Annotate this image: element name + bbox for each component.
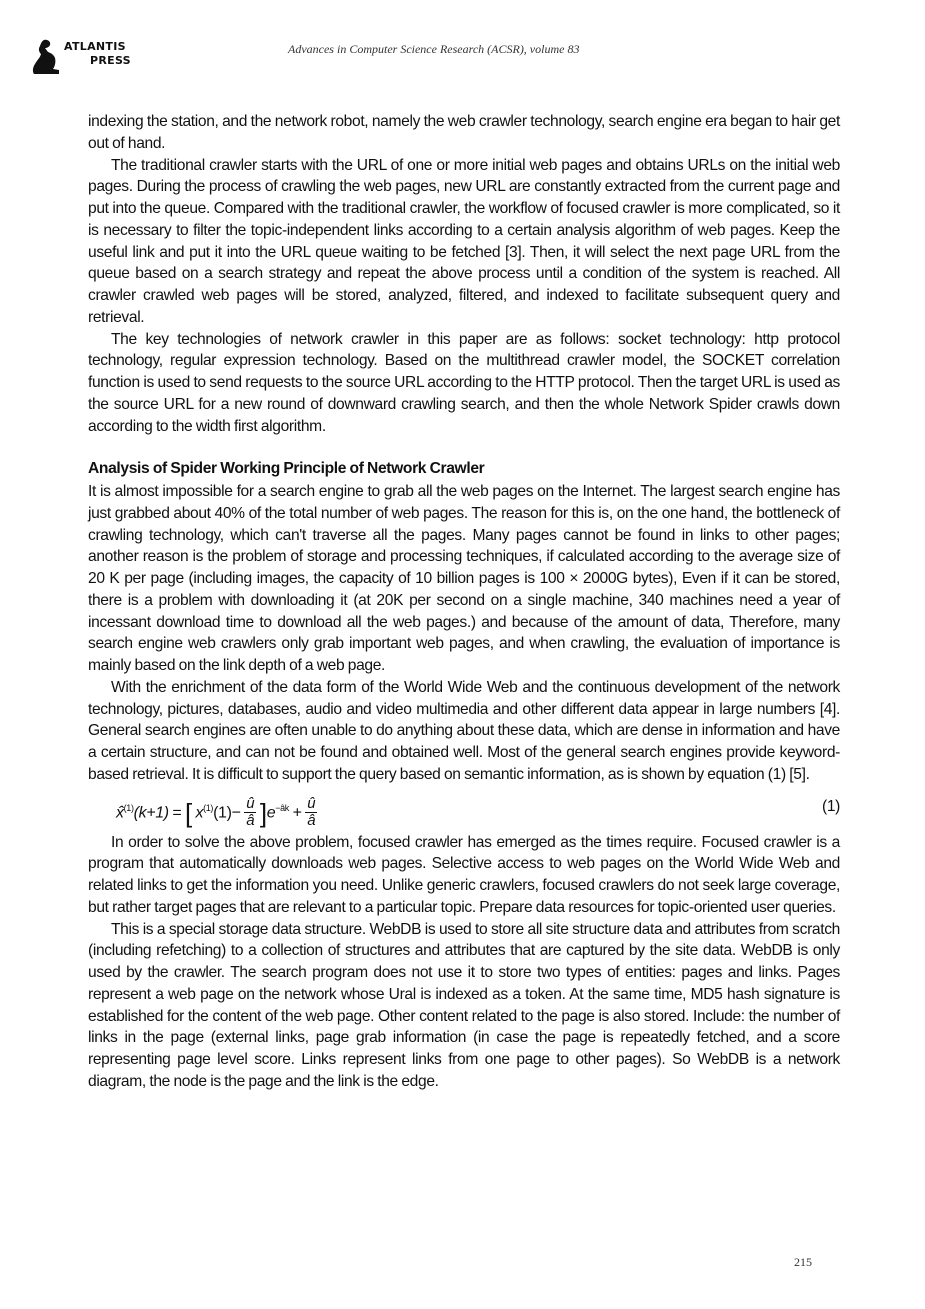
eq-denominator: â bbox=[307, 812, 316, 830]
paragraph: indexing the station, and the network robot, namely the web crawler technology, search engine era began to hair get out of hand. bbox=[88, 113, 840, 152]
equation-formula bbox=[116, 788, 317, 833]
eq-exponent: −âk bbox=[275, 802, 289, 813]
journal-header: Advances in Computer Science Research (ACSR), volume 83 bbox=[288, 42, 580, 56]
atlantis-press-logo bbox=[30, 38, 130, 74]
paragraph: The traditional crawler starts with the URL of one or more initial web pages and obtains URLs on the initial web pages. During the process of crawling the web pages, new URL are constantly extracted from the current page and put into the queue. Compared with the traditional crawler, the workflow of focused crawler is more complicated, so it is necessary to filter the topic-independent links according to a certain analysis algorithm of web pages. Keep the useful link and put it into the URL queue waiting to be fetched [3]. Then, it will select the next page URL from the queue based on a search strategy and repeat the above process until a condition of the system is reached. All crawler crawled web pages will be stored, analyzed, filtered, and indexed to facilitate subsequent query and retrieval. bbox=[88, 156, 840, 326]
eq-fraction bbox=[305, 796, 317, 829]
eq-x-arg: (1) bbox=[213, 803, 232, 821]
eq-bracket-open: [ bbox=[184, 797, 192, 828]
eq-numerator: û bbox=[307, 795, 316, 813]
paragraph: With the enrichment of the data form of the World Wide Web and the continuous development of the network technology, pictures, databases, audio and video multimedia and other different data appear in large numbers [4]. General search engines are often unable to do anything about these data, which are dense in information and have a certain structure, and can not be found and obtained well. Most of the general search engines provide keyword-based retrieval. It is difficult to support the query based on semantic information, as is shown by equation (1) [5]. bbox=[88, 678, 840, 783]
logo-text-atlantis: ATLANTIS bbox=[64, 40, 126, 53]
paragraph: In order to solve the above problem, focused crawler has emerged as the times require. Focused crawler is a program that automatically downloads web pages. Selective access to web pages on the World Wide Web and related links to get the information you need. Unlike generic crawlers, focused crawlers do not seek large coverage, but rather target pages that are relevant to a particular topic. Prepare data resources for topic-oriented user queries. bbox=[88, 833, 840, 916]
eq-bracket-close: ] bbox=[259, 797, 267, 828]
page-body bbox=[88, 111, 840, 1093]
eq-fraction bbox=[244, 796, 256, 829]
eq-e: e bbox=[266, 803, 276, 821]
eq-sup: (1) bbox=[123, 802, 134, 813]
thinker-logo-icon bbox=[30, 38, 64, 74]
eq-sup: (1) bbox=[203, 802, 214, 813]
eq-minus: − bbox=[231, 803, 241, 821]
section-heading: Analysis of Spider Working Principle of Network Crawler bbox=[88, 460, 485, 478]
paragraph: The key technologies of network crawler in this paper are as follows: socket technology: http protocol technology, regular expression technology. Based on the multithread crawler model, the SOCKET correlation function is used to send requests to the source URL according to the HTTP protocol. Then the target URL is used as the source URL for a new round of downward crawling search, and then the whole Network Spider crawls down according to the width first algorithm. bbox=[88, 330, 840, 435]
equation-number: (1) bbox=[821, 797, 840, 815]
eq-x: x bbox=[195, 803, 204, 821]
paragraph: This is a special storage data structure. WebDB is used to store all site structure data and attributes from scratch (including refetching) to a collection of structures and attributes that are captured by the site data. WebDB is only used by the crawler. The search program does not use it to store two types of entities: pages and links. Pages represent a web page on the network whose Ural is indexed as a token. At the same time, MD5 hash signature is established for the content of the web page. Other content related to the page is also stored. Include: the number of links in the page (external links, page grab information (in case the page is repeatedly fetched, and a score representing page level score. Links represent links from one page to other pages). So WebDB is a network diagram, the node is the page and the link is the edge. bbox=[88, 920, 840, 1090]
eq-equals: = bbox=[172, 803, 182, 821]
eq-plus: + bbox=[292, 803, 302, 821]
logo-text-press: PRESS bbox=[90, 54, 131, 67]
equation-1 bbox=[88, 786, 840, 832]
paragraph: It is almost impossible for a search engine to grab all the web pages on the Internet. The largest search engine has just grabbed about 40% of the total number of web pages. The reason for this is, on the one hand, the bottleneck of crawling technology, which can't traverse all the pages. Many pages cannot be found in links to other pages; another reason is the problem of storage and processing techniques, if calculated according to the average size of 20 K per page (including images, the capacity of 10 billion pages is 100 × 2000G bytes), Even if it can be stored, there is a problem with downloading it (at 20K per second on a single machine, 340 machines need a year of incessant download time to download all the web pages.) and because of the amount of data, Therefore, many search engine web crawlers only grab important web pages, and when crawling, the evaluation of importance is mainly based on the link depth of a web page. bbox=[88, 483, 840, 674]
eq-numerator: û bbox=[246, 795, 255, 813]
eq-xhat: x̂ bbox=[116, 803, 124, 821]
eq-arg: (k+1) bbox=[133, 803, 169, 821]
page-number: 215 bbox=[794, 1255, 812, 1269]
eq-denominator: â bbox=[246, 812, 255, 830]
